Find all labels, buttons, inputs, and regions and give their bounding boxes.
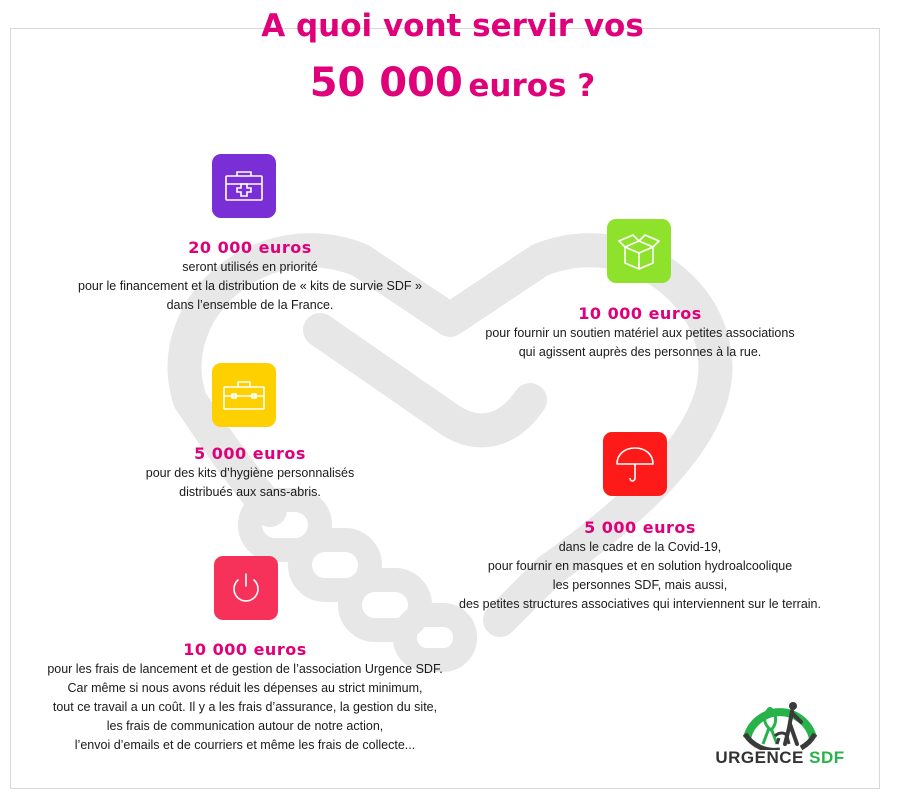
toolbox-icon [212,363,276,427]
allocation-description [450,324,830,362]
description-line: pour le financement et la distribution de « kits de survie SDF » [78,279,422,293]
description-line: des petites structures associatives qui interviennent sur le terrain. [459,597,821,611]
open-box-icon [607,219,671,283]
umbrella-icon [603,432,667,496]
allocation-amount: 5 000 euros [584,518,696,537]
description-line: les frais de communication autour de notre action, [106,719,384,733]
description-line: pour fournir un soutien matériel aux petites associations [485,326,795,340]
description-line: qui agissent auprès des personnes à la rue. [518,345,762,359]
page-subtitle [0,60,905,106]
allocation-item [450,304,830,362]
logo-word-sdf: SDF [809,748,845,767]
description-line: seront utilisés en priorité [182,260,318,274]
allocation-item [30,640,460,755]
logo-emblem-icon [705,688,855,750]
total-amount: 50 000 [309,60,463,106]
description-line: dans l’ensemble de la France. [166,298,334,312]
description-line: pour les frais de lancement et de gestion de l’association Urgence SDF. [47,662,443,676]
allocation-item [440,518,840,614]
first-aid-kit-icon [212,154,276,218]
allocation-amount: 20 000 euros [188,238,312,257]
description-line: pour fournir en masques et en solution hydroalcoolique [487,559,793,573]
description-line: distribués aux sans-abris. [179,485,321,499]
allocation-description [30,660,460,755]
allocation-amount: 10 000 euros [578,304,702,323]
logo-wordmark [705,748,855,768]
logo-word-urgence: URGENCE [715,748,804,767]
page-title: A quoi vont servir vos [261,8,644,44]
allocation-amount: 5 000 euros [194,444,306,463]
total-suffix: euros ? [468,68,596,104]
urgence-sdf-logo [705,688,855,772]
allocation-item [60,444,440,502]
power-icon [214,556,278,620]
description-line: dans le cadre de la Covid-19, [558,540,722,554]
description-line: l’envoi d’emails et de courriers et même les frais de collecte... [74,738,416,752]
description-line: pour des kits d’hygiène personnalisés [145,466,355,480]
allocation-item [60,238,440,315]
description-line: les personnes SDF, mais aussi, [552,578,728,592]
allocation-description [60,258,440,315]
allocation-description [440,538,840,614]
allocation-amount: 10 000 euros [183,640,307,659]
allocation-description [60,464,440,502]
description-line: Car même si nous avons réduit les dépenses au strict minimum, [67,681,423,695]
description-line: tout ce travail a un coût. Il y a les frais d’assurance, la gestion du site, [52,700,438,714]
